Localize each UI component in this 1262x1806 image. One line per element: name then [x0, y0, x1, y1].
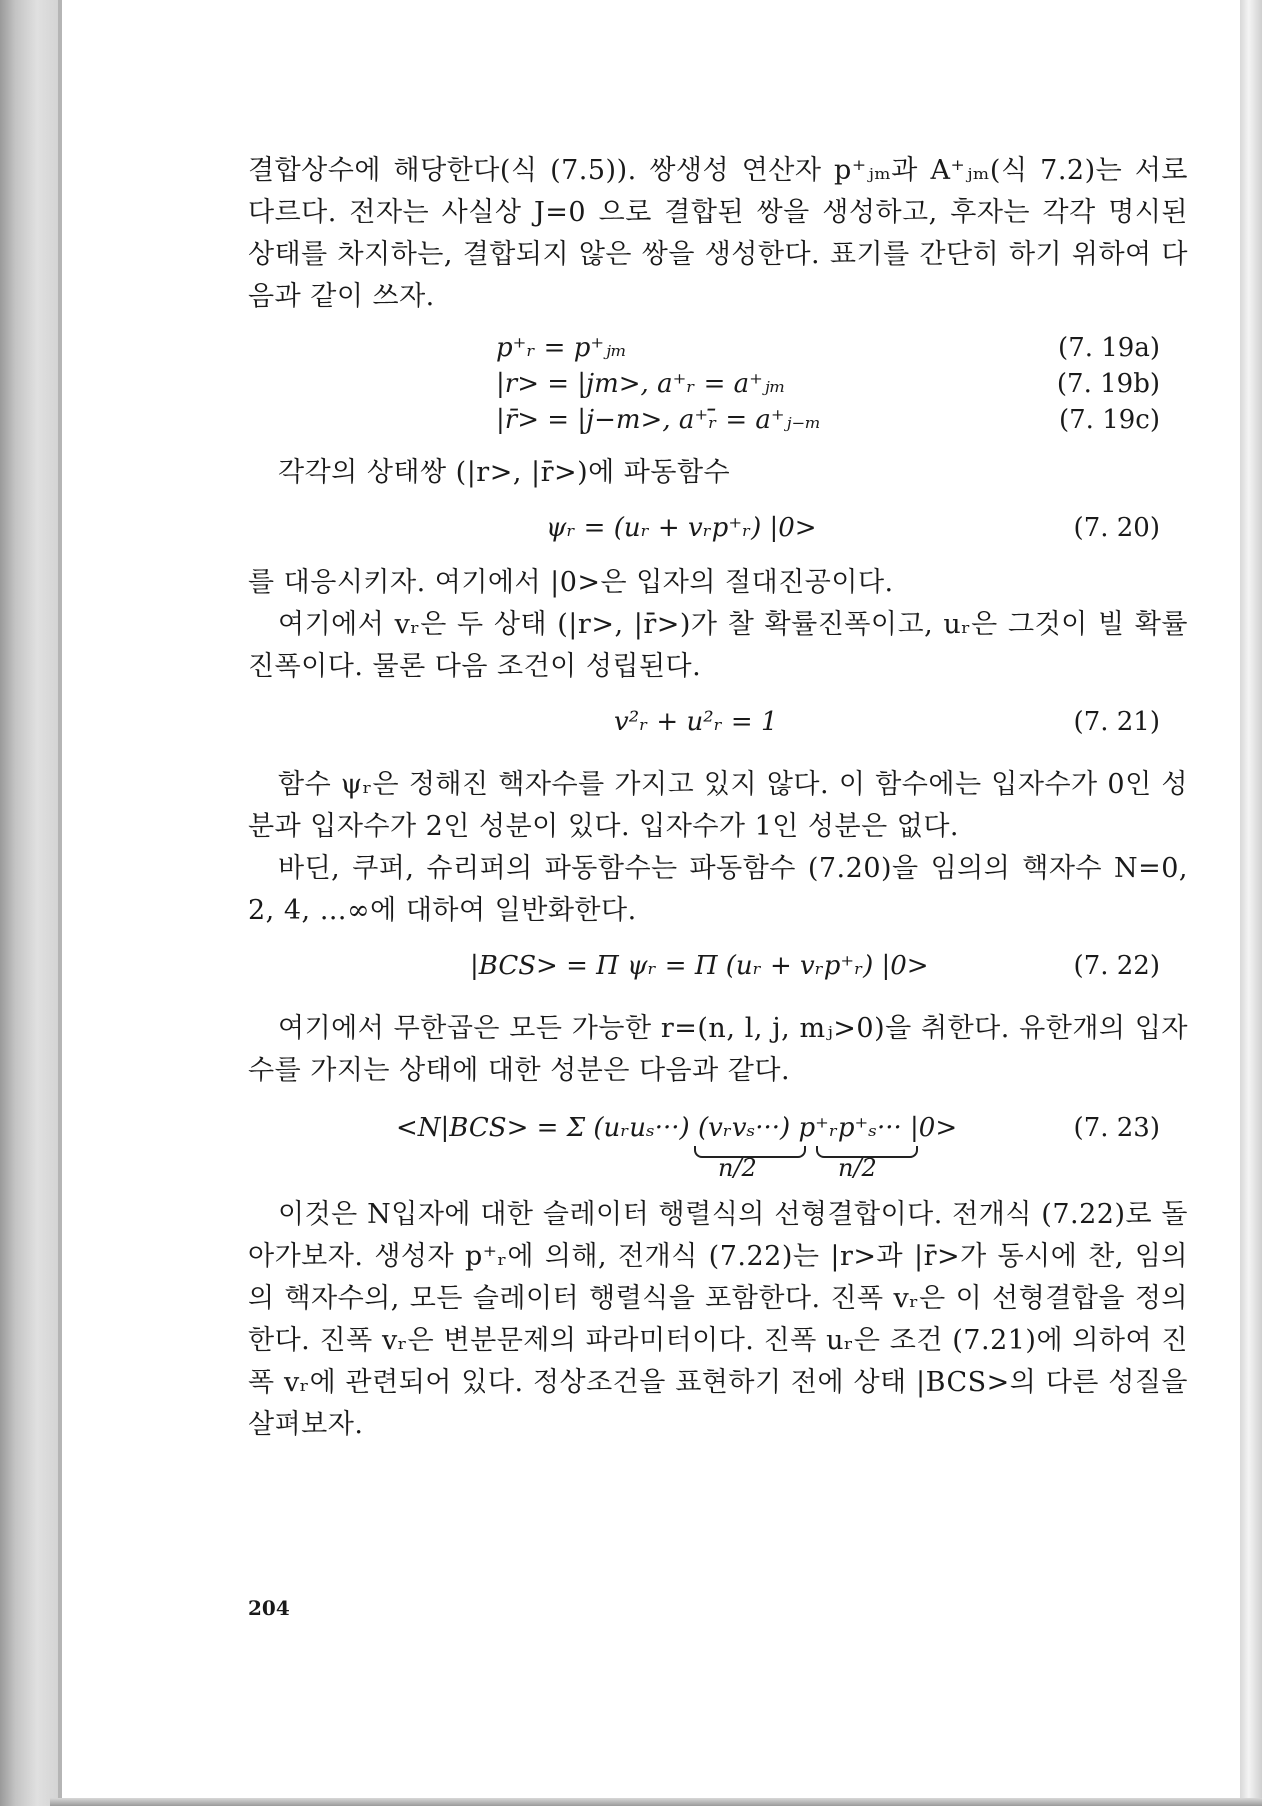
page-edge-right — [1240, 0, 1262, 1806]
equation-number: (7. 23) — [1073, 1113, 1160, 1143]
equation-block-7-22 — [248, 948, 1188, 984]
equation-7-19c — [248, 402, 1188, 438]
equation-expression: v²ᵣ + u²ᵣ = 1 — [614, 707, 778, 737]
equation-expression: |BCS> = Π ψᵣ = Π (uᵣ + vᵣp⁺ᵣ) |0> — [470, 951, 929, 981]
paragraph-6: 바딘, 쿠퍼, 슈리퍼의 파동함수는 파동함수 (7.20)을 임의의 핵자수 N=0, 2, 4, …∞에 대하여 일반화한다. — [248, 853, 1188, 926]
page-edge-bottom — [50, 1798, 1262, 1806]
equation-number: (7. 19c) — [1058, 405, 1160, 435]
equation-block-7-21 — [248, 704, 1188, 740]
paragraph-4: 여기에서 vᵣ은 두 상태 (|r>, |r̄>)가 찰 확률진폭이고, uᵣ은 그것이 빌 확률진폭이다. 물론 다음 조건이 성립된다. — [248, 609, 1188, 682]
underbrace-label-2: n/2 — [838, 1154, 877, 1182]
equation-number: (7. 22) — [1073, 951, 1160, 981]
paragraph-5: 함수 ψᵣ은 정해진 핵자수를 가지고 있지 않다. 이 함수에는 입자수가 0인 성분과 입자수가 2인 성분이 있다. 입자수가 1인 성분은 없다. — [248, 769, 1188, 842]
equation-7-21 — [248, 704, 1188, 740]
page-content — [248, 150, 1188, 1446]
equation-7-20 — [248, 510, 1188, 546]
underbrace-labels — [248, 1146, 1188, 1180]
equation-expression: ψᵣ = (uᵣ + vᵣp⁺ᵣ) |0> — [546, 513, 817, 543]
paragraph-7: 여기에서 무한곱은 모든 가능한 r=(n, l, j, mⱼ>0)을 취한다. 유한개의 입자수를 가지는 상태에 대한 성분은 다음과 같다. — [248, 1013, 1188, 1086]
equation-number: (7. 21) — [1073, 707, 1160, 737]
equation-number: (7. 20) — [1073, 513, 1160, 543]
paragraph-2: 각각의 상태쌍 (|r>, |r̄>)에 파동함수 — [278, 457, 731, 488]
underbrace-label-1: n/2 — [718, 1154, 757, 1182]
equation-expression: <N|BCS> = Σ (uᵣuₛ···) (vᵣvₛ···) p⁺ᵣp⁺ₛ··· |0> — [396, 1113, 958, 1143]
equation-7-19b — [248, 366, 1188, 402]
equation-expression: p⁺ᵣ = p⁺ⱼₘ — [496, 333, 627, 363]
equation-block-7-23 — [248, 1110, 1188, 1180]
book-spine-shadow — [0, 0, 62, 1806]
equation-block-7-20 — [248, 510, 1188, 546]
equation-7-19a — [248, 330, 1188, 366]
equation-expression: |r> = |jm>, a⁺ᵣ = a⁺ⱼₘ — [496, 369, 786, 399]
equation-number: (7. 19b) — [1056, 369, 1160, 399]
paragraph-8: 이것은 N입자에 대한 슬레이터 행렬식의 선형결합이다. 전개식 (7.22)로 돌아가보자. 생성자 p⁺ᵣ에 의해, 전개식 (7.22)는 |r>과 |r̄>가 동시에 찬, 임의의 핵자수의, 모든 슬레이터 행렬식을 포함한다. 진폭 vᵣ은 이 선형결합을 정의한다. 진폭 vᵣ은 변분문제의 파라미터이다. 진폭 uᵣ은 조건 (7.21)에 의하여 진폭 vᵣ에 관련되어 있다. 정상조건을 표현하기 전에 상태 |BCS>의 다른 성질을 살펴보자. — [248, 1199, 1188, 1440]
paragraph-3: 를 대응시키자. 여기에서 |0>은 입자의 절대진공이다. — [248, 567, 894, 598]
equation-7-22 — [248, 948, 1188, 984]
equation-expression: |r̄> = |j−m>, a⁺ᵣ̄ = a⁺ⱼ₋ₘ — [496, 405, 822, 435]
equation-7-23 — [248, 1110, 1188, 1146]
page-number: 204 — [248, 1596, 290, 1620]
paragraph-1: 결합상수에 해당한다(식 (7.5)). 쌍생성 연산자 p⁺ⱼₘ과 A⁺ⱼₘ(식 7.2)는 서로 다르다. 전자는 사실상 J=0 으로 결합된 쌍을 생성하고, 후자는 각각 명시된 상태를 차지하는, 결합되지 않은 쌍을 생성한다. 표기를 간단히 하기 위하여 다음과 같이 쓰자. — [248, 155, 1188, 312]
equation-block-7-19 — [248, 330, 1188, 438]
book-page — [62, 0, 1240, 1798]
equation-number: (7. 19a) — [1058, 333, 1160, 363]
